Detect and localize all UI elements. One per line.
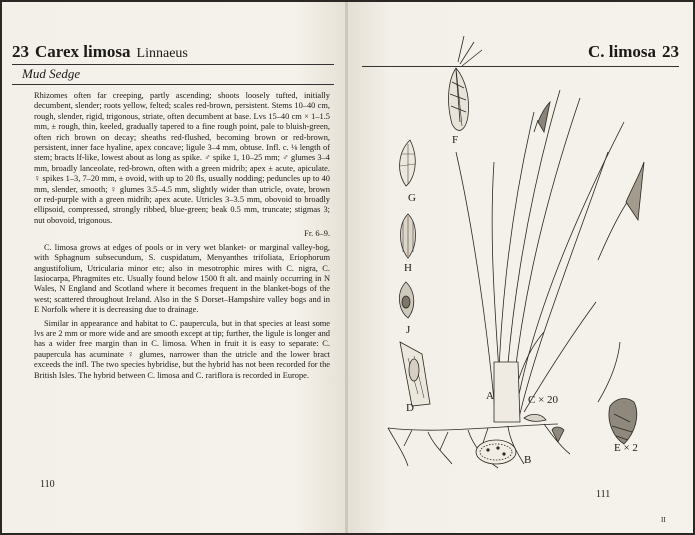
nut-drawing [399, 282, 413, 318]
species-name: Carex limosa [35, 42, 131, 61]
common-name-rule [12, 84, 334, 85]
flowering-period: Fr. 6–9. [304, 229, 330, 239]
comparison-paragraph: Similar in appearance and habitat to C. paupercula, but in that species at least some lvs are 2 mm or more wide and are smooth except at tip; further, the ligule is longer and has a wider free margin than in C. limosa. When in fruit it is easy to separate: C. paupercula has acuminate ♀ glumes, narrower than the utricle and the lower bract exceeds the infl. The two species hybridise, but the hybrid has not been recorded for the British Isles. The hybrid between C. limosa and C. rariflora is recorded in Europe. [34, 318, 330, 380]
common-name: Mud Sedge [22, 66, 81, 81]
habitat-paragraph: C. limosa grows at edges of pools or in very wet blanket- or marginal valley-bog, with Sphagnum subsecundum, S. cuspidatum, Menyanthes trifoliata, Eriophorum angustifolium, Utricularia minor etc; also in mesotrophic mires with C. nigra, C. lasiocarpa, Phragmites etc. Usually found below 1500 ft alt. and mainly occurring in N Wales, N England and Scotland where it becomes frequent in the blanket-bogs of the west; scattered throughout Ireland. Also in the S Dorset–Hampshire valley bogs and in E Norfolk where it is decreasing due to drainage. [34, 242, 330, 315]
species-header [12, 42, 334, 62]
species-number: 23 [12, 42, 29, 61]
running-header-name: C. limosa [588, 42, 656, 61]
figure-label-e: E × 2 [614, 442, 638, 454]
corner-mark: II [661, 516, 666, 524]
ligule-drawing [400, 342, 430, 406]
page-number-right: 111 [596, 489, 611, 500]
header-rule [12, 64, 334, 65]
figure-label-b: B [524, 454, 532, 466]
figure-label-c: C × 20 [528, 394, 559, 406]
running-header-number: 23 [662, 42, 679, 61]
whole-plant-drawing [388, 90, 644, 468]
section-detail-drawing [524, 414, 564, 442]
male-spike-drawing [449, 36, 482, 130]
species-authority: Linnaeus [136, 46, 188, 61]
leaf-section-drawing [476, 440, 516, 464]
figure-label-h: H [404, 262, 412, 274]
figure-label-f: F [452, 134, 459, 146]
figure-label-g: G [408, 192, 416, 204]
description-paragraph: Rhizomes often far creeping, partly ascending; shoots loosely tufted, initially decumbent, slender; roots yellow, felted; scales red-brown, persistent. Stems 10–40 cm, rough, slender, rigid, trigonous, striate, often decumbent at base. Lvs 15–40 cm × 1–1.5 mm, ± rough, thin, keeled, gradually tapered to a fine rough point, pale to bluish-green, often rich brown on decay; sheaths red-flushed, becoming brown or red-brown, persistent, inner face hyaline, apex concave; ligule 3–4 mm, obtuse. Infl. c. ⅛ length of stem; bracts lf-like, lowest about as long as spike. ♂ spike 1, 10–25 mm; ♂ glumes 3–4 mm, broadly lanceolate, red-brown, often with a green midrib; apex ± acute, apiculate. ♀ spikes 1–3, 7–20 mm, ± ovoid, with up to 20 fls, usually nodding; peduncles up to 40 mm, slender, smooth; ♀ glumes 3.5–4.5 mm, slightly wider than utricle, ovate, brown or red-purple with a green midrib; apex acute. Utricles 3–3.5 mm, obovoid to broadly ellipsoid, compressed, strongly ribbed, blue-green; beak 0.5 mm, truncate; stigmas 3; nut obovoid, trigonous. [34, 91, 330, 225]
figure-label-d: D [406, 402, 414, 414]
female-spike-drawing [598, 342, 637, 444]
figure-label-a: A [486, 390, 494, 402]
utricle-drawing [401, 214, 416, 258]
species-description [34, 91, 330, 384]
botanical-illustration [348, 2, 693, 533]
left-page [2, 2, 346, 533]
right-page [348, 2, 693, 533]
figure-label-j: J [406, 324, 411, 336]
glume-drawing [400, 140, 416, 186]
page-number-left: 110 [40, 479, 55, 490]
